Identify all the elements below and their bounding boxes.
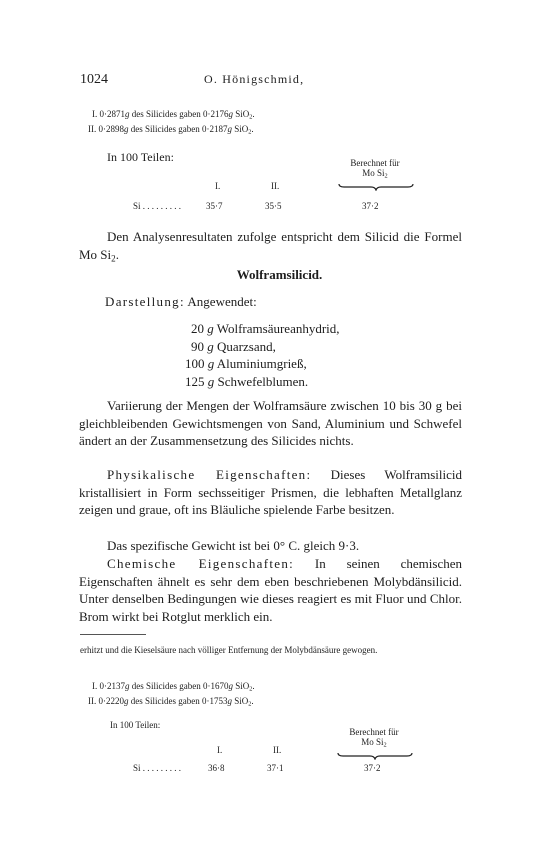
footnote-analysis-line-1: I. 0·2137g des Silicides gaben 0·1670g SiO$_2$.: [92, 681, 255, 693]
footnote-text: erhitzt und die Kieselsäure nach völliger Entfernung der Molybdänsäure gewogen.: [80, 645, 378, 655]
col-header-1: I.: [215, 181, 221, 191]
list-item: 100 g Aluminiumgrieß,: [185, 356, 307, 372]
variation-paragraph: Variierung der Mengen der Wolframsäure zwischen 10 bis 30 g bei gleichbleibenden Gewichtsmengen von Sand, Aluminium und Schwefel ändert an der Zusammensetzung des Silicides nichts.: [79, 398, 462, 449]
value-i: 35·7: [206, 201, 223, 211]
footnote-calc-header: Berechnet für Mo $Si_2$: [349, 727, 399, 749]
value-ii: 35·5: [265, 201, 282, 211]
footnote-analysis-line-2: II. 0·2220g des Silicides gaben 0·1753g SiO$_2$.: [88, 696, 254, 708]
footnote-divider: [80, 634, 146, 635]
calc-header: Berechnet für Mo $Si_2$: [350, 158, 400, 180]
footnote-col-header-1: I.: [217, 745, 223, 755]
row-label-si: Si . . . . . . . . .: [133, 201, 182, 211]
chemical-properties-paragraph: Chemische Eigenschaften: In seinen chemischen Eigenschaften ähnelt es sehr dem eben beschriebenen Molybdänsilicid. Unter denselben Bedingungen wie dieses reagiert es mit Fluor und Chlor. Brom wirkt bei Rotglut merklich ein.: [79, 556, 462, 624]
value-calc: 37·2: [362, 201, 379, 211]
list-item: 90 g Quarzsand,: [191, 338, 276, 354]
darstellung-line: Darstellung: Angewendet:: [105, 294, 257, 309]
table-intro: In 100 Teilen:: [107, 150, 174, 164]
footnote-value-ii: 37·1: [267, 763, 284, 773]
list-item: 125 g Schwefelblumen.: [185, 373, 309, 389]
analysis-line-1: I. 0·2871g des Silicides gaben 0·2176g SiO$_2$.: [92, 109, 255, 121]
page-number: 1024: [80, 72, 108, 87]
density-paragraph: Das spezifische Gewicht ist bei 0° C. gleich 9·3.: [107, 538, 360, 553]
footnote-row-label-si: Si . . . . . . . . .: [133, 763, 182, 773]
brace-icon: [338, 183, 414, 191]
footnote-value-calc: 37·2: [364, 763, 381, 773]
footnote-brace-icon: [337, 752, 413, 760]
col-header-2: II.: [271, 181, 280, 191]
footnote-col-header-2: II.: [273, 745, 282, 755]
section-title: Wolframsilicid.: [236, 267, 323, 282]
physical-properties-paragraph: Physikalische Eigenschaften: Dieses Wolframsilicid kristallisiert in Form sechsseitiger Prismen, die lebhaften Metallglanz zeigen und graue, oft ins Bläuliche spielende Farbe besitzen.: [79, 467, 462, 518]
list-item: 20 g Wolframsäureanhydrid,: [191, 321, 340, 336]
running-header-author: O. Hönigschmid,: [204, 72, 305, 86]
footnote-table-intro: In 100 Teilen:: [110, 720, 161, 730]
ingredient-list: [185, 320, 340, 390]
conclusion-paragraph: Den Analysenresultaten zufolge entspricht dem Silicid die Formel Mo $Si_2$.: [79, 229, 462, 263]
footnote-value-i: 36·8: [208, 763, 225, 773]
analysis-line-2: II. 0·2898g des Silicides gaben 0·2187g SiO$_2$.: [88, 124, 254, 136]
